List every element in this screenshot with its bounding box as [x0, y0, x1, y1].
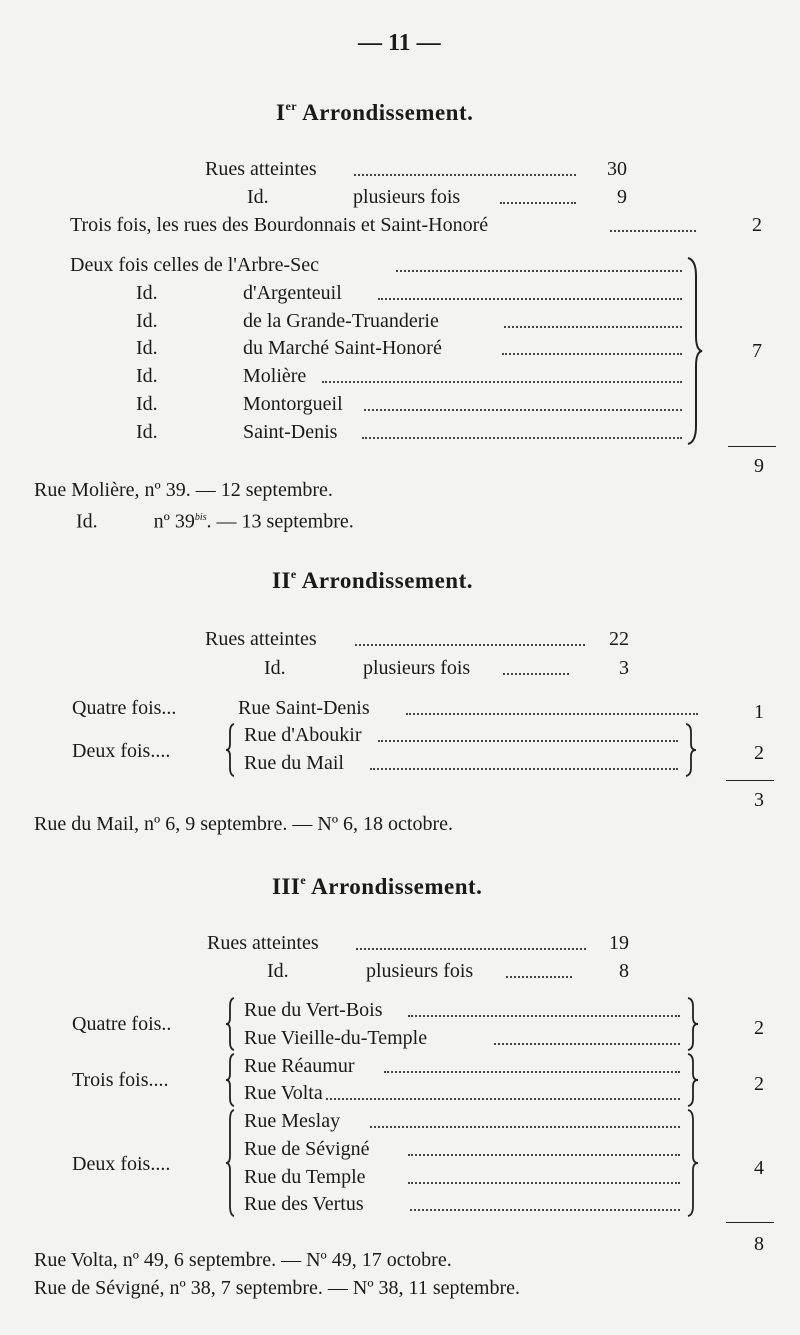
arr3-ordinal-sup: e [300, 873, 307, 887]
arr1-deux-row-name: Molière [243, 365, 307, 387]
leader-dots [500, 198, 576, 204]
arr3-deux-rue: Rue des Vertus [244, 1193, 364, 1215]
arr2-total: 3 [754, 789, 764, 811]
leader-dots [322, 377, 682, 383]
arr1-note2-date: . — 13 septembre. [206, 510, 354, 533]
arr3-note-2: Rue de Sévigné, nº 38, 7 septembre. — Nº 38, 11 septembre. [34, 1277, 521, 1299]
arr1-deux-row-id: Id. [136, 282, 158, 304]
arr3-quatre-label: Quatre fois.. [72, 1013, 172, 1035]
leader-dots [384, 1067, 680, 1073]
leader-dots [364, 405, 682, 411]
arr1-plusieurs-value: 9 [617, 186, 627, 208]
arr1-total: 9 [754, 455, 764, 477]
leader-dots [408, 1178, 680, 1184]
right-brace [686, 1052, 700, 1108]
arr1-note2-id: Id. [76, 510, 98, 533]
leader-dots [362, 433, 682, 439]
arr3-plusieurs-id: Id. [267, 960, 289, 982]
arr3-note-1: Rue Volta, nº 49, 6 septembre. — Nº 49, 17 octobre. [34, 1249, 452, 1271]
left-brace [224, 996, 238, 1052]
arr1-rues-atteintes-value: 30 [607, 158, 627, 180]
arr2-deux-value: 2 [754, 742, 764, 764]
right-brace [686, 1108, 700, 1218]
arr1-deux-prefix: Deux fois celles de l'Arbre-Sec [70, 254, 320, 276]
left-brace [224, 1108, 238, 1218]
leader-dots [354, 170, 576, 176]
arr3-trois-rue: Rue Réaumur [244, 1055, 355, 1077]
arr1-trois-value: 2 [752, 214, 762, 236]
arr3-deux-rue: Rue de Sévigné [244, 1138, 370, 1160]
leader-dots [370, 1122, 680, 1128]
arr2-rues-atteintes-label: Rues atteintes [205, 628, 317, 650]
arr3-deux-rue: Rue Meslay [244, 1110, 341, 1132]
arr1-deux-row-id: Id. [136, 365, 158, 387]
leader-dots [408, 1011, 680, 1017]
leader-dots [406, 709, 698, 715]
arr3-trois-rue: Rue Volta [244, 1082, 323, 1104]
arr1-trois-line: Trois fois, les rues des Bourdonnais et Saint-Honoré [70, 214, 489, 236]
arr1-deux-row-name: Saint-Denis [243, 421, 338, 443]
leader-dots [370, 764, 678, 770]
arr1-deux-value: 7 [752, 340, 762, 362]
arr1-rues-atteintes-label: Rues atteintes [205, 158, 317, 180]
arr3-rues-atteintes-label: Rues atteintes [207, 932, 319, 954]
right-brace [686, 996, 700, 1052]
arr2-quatre-label: Quatre fois... [72, 697, 177, 719]
arr1-title: Arrondissement. [302, 100, 474, 125]
arr2-ordinal: II [272, 568, 291, 593]
left-brace [224, 1052, 238, 1108]
arr1-deux-row-name: Montorgueil [243, 393, 343, 415]
arr1-deux-row-id: Id. [136, 421, 158, 443]
arr3-quatre-rue: Rue du Vert-Bois [244, 999, 383, 1021]
arr1-deux-row-name: d'Argenteuil [243, 282, 342, 304]
leader-dots [504, 322, 682, 328]
arr1-plusieurs-id: Id. [247, 186, 269, 208]
leader-dots [494, 1039, 680, 1045]
arr2-note: Rue du Mail, nº 6, 9 septembre. — Nº 6, 18 octobre. [34, 813, 453, 835]
arr3-title: Arrondissement. [311, 874, 483, 899]
arr3-quatre-value: 2 [754, 1017, 764, 1039]
arr1-deux-row-name: du Marché Saint-Honoré [243, 337, 442, 359]
leader-dots [355, 640, 585, 646]
section-title-arr2 [272, 568, 473, 594]
arr1-note2-num: nº 39 [153, 510, 195, 533]
leader-dots [410, 1205, 680, 1211]
arr2-plusieurs-value: 3 [619, 657, 629, 679]
arr1-note-2 [76, 506, 354, 534]
leader-dots [610, 226, 696, 232]
leader-dots [326, 1094, 680, 1100]
arr2-title: Arrondissement. [301, 568, 473, 593]
right-brace [684, 722, 698, 778]
arr2-quatre-value: 1 [754, 701, 764, 723]
arr2-rues-atteintes-value: 22 [609, 628, 629, 650]
leader-dots [396, 266, 682, 272]
leader-dots [503, 669, 569, 675]
arr1-note2-sup: bis [194, 512, 207, 523]
arr3-deux-label: Deux fois.... [72, 1153, 171, 1175]
arr2-plusieurs-label: plusieurs fois [363, 657, 471, 679]
sum-rule [728, 446, 776, 447]
arr3-trois-value: 2 [754, 1073, 764, 1095]
leader-dots [356, 944, 586, 950]
arr2-quatre-rue: Rue Saint-Denis [238, 697, 370, 719]
leader-dots [506, 972, 572, 978]
arr1-deux-row-name: de la Grande-Truanderie [243, 310, 439, 332]
arr1-deux-row-id: Id. [136, 393, 158, 415]
arr3-plusieurs-value: 8 [619, 960, 629, 982]
arr3-deux-value: 4 [754, 1157, 764, 1179]
page-number: — 11 — [358, 30, 441, 56]
arr3-deux-rue: Rue du Temple [244, 1166, 366, 1188]
arr2-deux-rue: Rue d'Aboukir [244, 724, 362, 746]
arr1-note-1: Rue Molière, nº 39. — 12 septembre. [34, 479, 333, 501]
right-brace [684, 256, 704, 446]
leader-dots [378, 294, 682, 300]
arr3-trois-label: Trois fois.... [72, 1069, 169, 1091]
arr2-plusieurs-id: Id. [264, 657, 286, 679]
section-title-arr1 [276, 100, 473, 126]
arr3-plusieurs-label: plusieurs fois [366, 960, 474, 982]
arr2-deux-rue: Rue du Mail [244, 752, 344, 774]
leader-dots [408, 1150, 680, 1156]
arr3-ordinal: III [272, 874, 301, 899]
arr1-ordinal-sup: er [285, 99, 298, 113]
arr3-quatre-rue: Rue Vieille-du-Temple [244, 1027, 428, 1049]
arr1-deux-row-id: Id. [136, 310, 158, 332]
leader-dots [502, 349, 682, 355]
section-title-arr3 [272, 874, 482, 900]
arr1-plusieurs-label: plusieurs fois [353, 186, 461, 208]
arr2-ordinal-sup: e [290, 567, 297, 581]
arr3-total: 8 [754, 1233, 764, 1255]
left-brace [224, 722, 238, 778]
arr3-rues-atteintes-value: 19 [609, 932, 629, 954]
sum-rule [726, 780, 774, 781]
sum-rule [726, 1222, 774, 1223]
arr1-ordinal: I [276, 100, 286, 125]
arr1-deux-row-id: Id. [136, 337, 158, 359]
leader-dots [378, 736, 678, 742]
arr2-deux-label: Deux fois.... [72, 740, 171, 762]
